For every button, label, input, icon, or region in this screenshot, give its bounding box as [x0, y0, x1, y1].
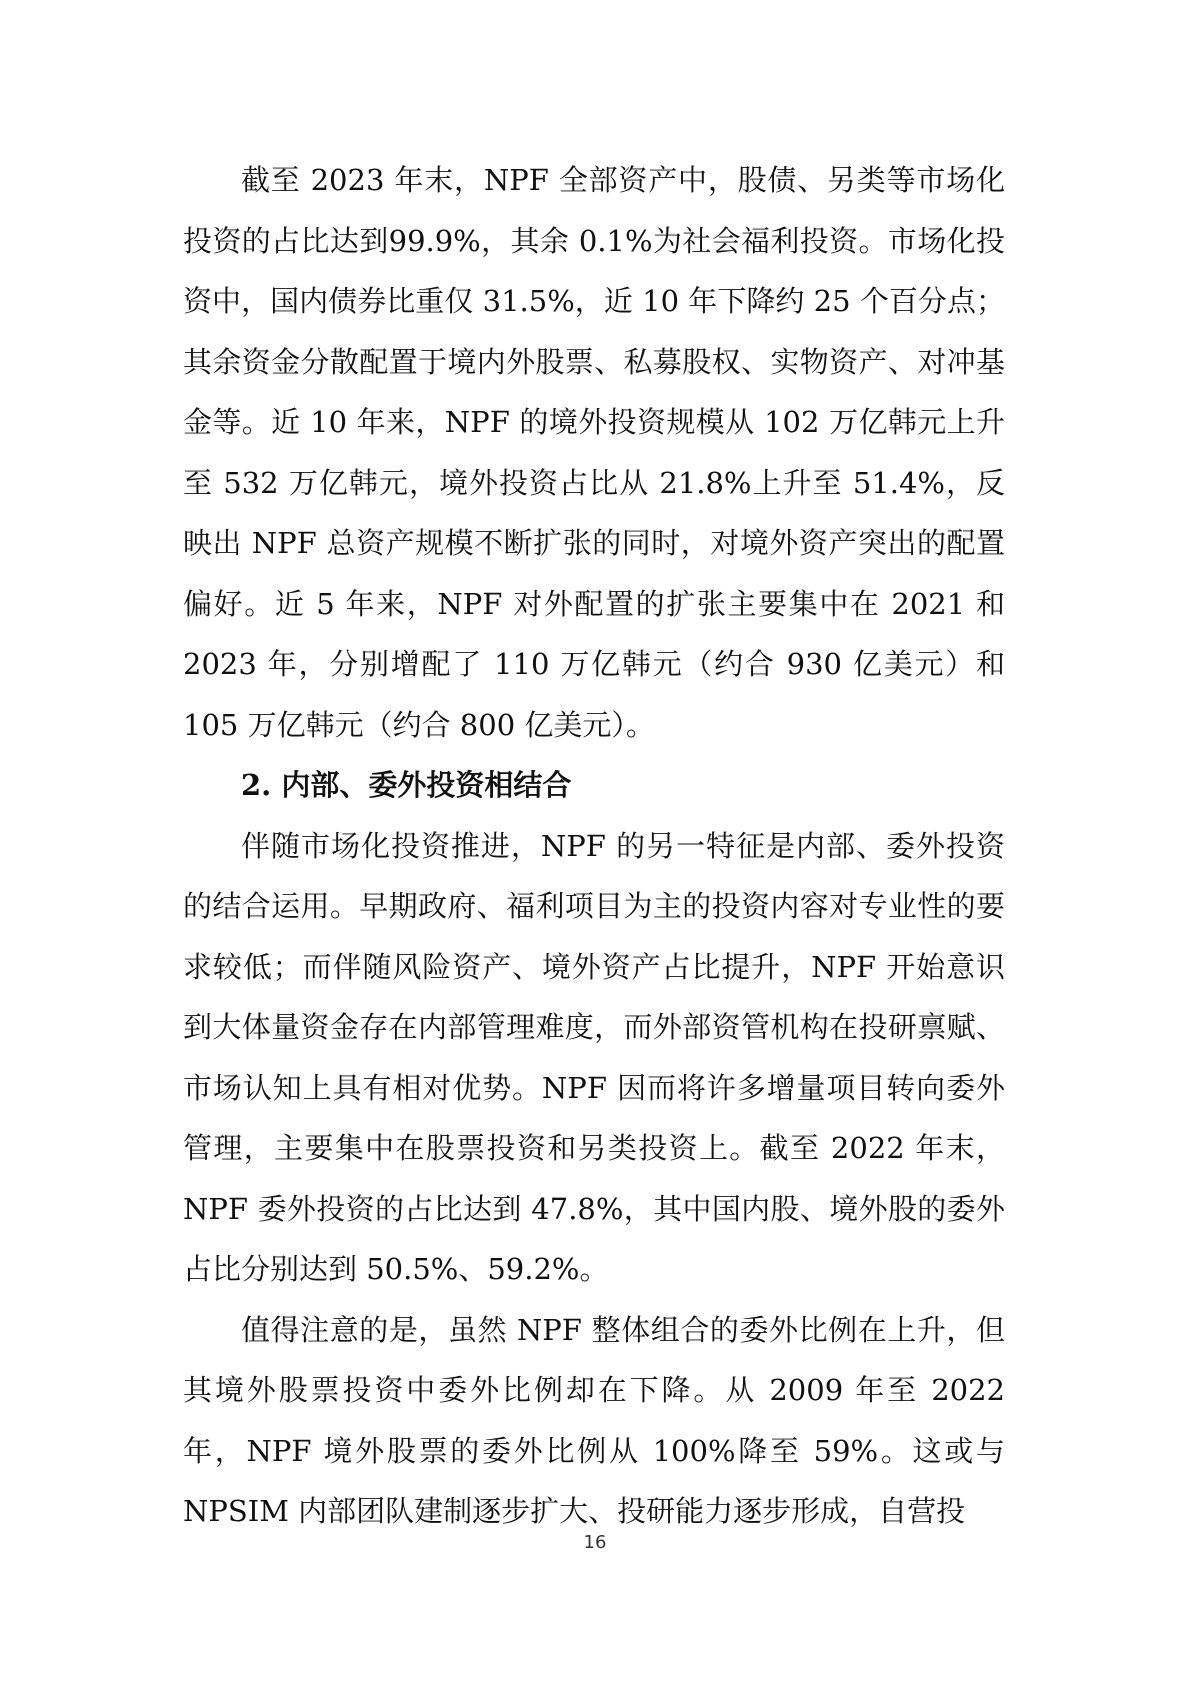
document-body	[183, 150, 1005, 1542]
page-number: 16	[583, 1532, 607, 1553]
section-heading: 2. 内部、委外投资相结合	[241, 768, 572, 802]
paragraph-asset-allocation: 截至 2023 年末，NPF 全部资产中，股债、另类等市场化投资的占比达到99.9%，其余 0.1%为社会福利投资。市场化投资中，国内债券比重仅 31.5%，近 10 年下降约 25 个百分点；其余资金分散配置于境内外股票、私募股权、实物资产、对冲基金等。近 10 年来，NPF 的境外投资规模从 102 万亿韩元上升至 532 万亿韩元，境外投资占比从 21.8%上升至 51.4%，反映出 NPF 总资产规模不断扩张的同时，对境外资产突出的配置偏好。近 5 年来，NPF 对外配置的扩张主要集中在 2021 和 2023 年，分别增配了 110 万亿韩元（约合 930 亿美元）和 105 万亿韩元（约合 800 亿美元）。	[183, 163, 1005, 742]
paragraph-overseas-equity-outsourcing: 值得注意的是，虽然 NPF 整体组合的委外比例在上升，但其境外股票投资中委外比例却在下降。从 2009 年至 2022 年，NPF 境外股票的委外比例从 100%降至 59%。这或与 NPSIM 内部团队建制逐步扩大、投研能力逐步形成，自营投	[183, 1312, 1005, 1528]
paragraph-internal-external-investment: 伴随市场化投资推进，NPF 的另一特征是内部、委外投资的结合运用。早期政府、福利项目为主的投资内容对专业性的要求较低；而伴随风险资产、境外资产占比提升，NPF 开始意识到大体量资金存在内部管理难度，而外部资管机构在投研禀赋、市场认知上具有相对优势。NPF 因而将许多增量项目转向委外管理，主要集中在股票投资和另类投资上。截至 2022 年末，NPF 委外投资的占比达到 47.8%，其中国内股、境外股的委外占比分别达到 50.5%、59.2%。	[183, 828, 1005, 1286]
